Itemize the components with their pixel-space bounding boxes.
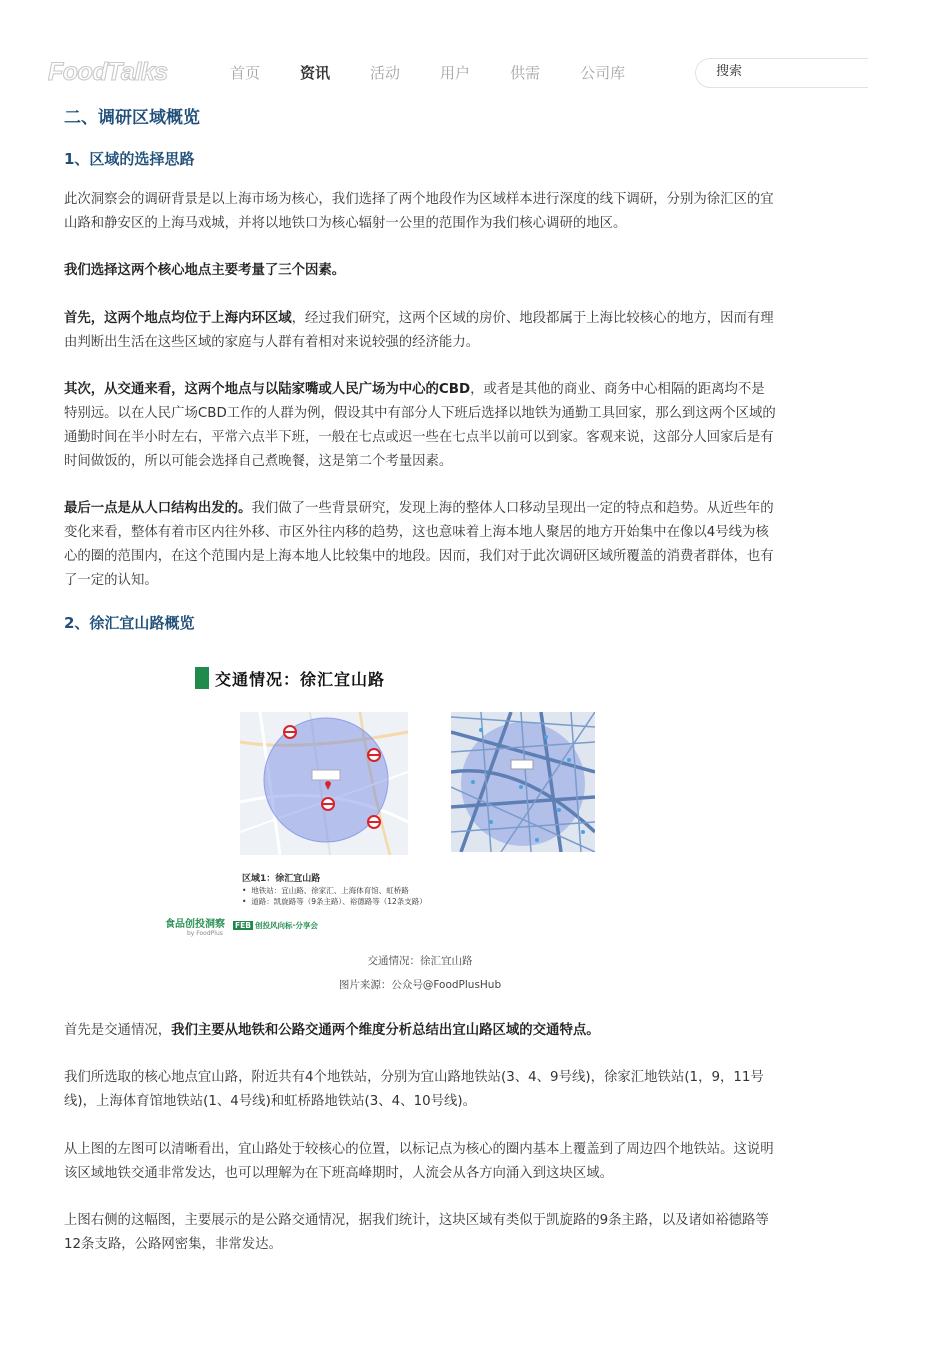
search-box — [695, 58, 868, 88]
metro-station-icon — [368, 816, 380, 828]
legend-item: • 地铁站：宜山路、徐家汇、上海体育馆、虹桥路 — [242, 886, 409, 895]
foodtalks-logo[interactable]: FoodTalks — [48, 58, 168, 86]
figure-legend — [242, 874, 427, 907]
traffic-figure — [165, 662, 605, 942]
nav-item-supply-demand[interactable]: 供需 — [510, 64, 541, 82]
paragraph-factor-1 — [64, 307, 776, 355]
brand-food-insight-sub: by FoodPlus — [187, 930, 223, 937]
bold-text: 我们主要从地铁和公路交通两个维度分析总结出宜山路区域的交通特点。 — [171, 1023, 600, 1038]
body-text: ，或者是其他的商业、商务中心相隔的距离均不是特别远。以在人民广场CBD工作的人群为例，假设其中有部分人下班后选择以地铁为通勤工具回家，那么到这两个区域的通勤时间在半小时左右，平常六点半下班，一般在七点或迟一些在七点半以前可以到家。客观来说，这部分人回家后是有时间做饭的，所以可能会选择自己煮晚餐，这是第二个考量因素。 — [64, 382, 776, 469]
metro-station-icon — [284, 726, 296, 738]
site-header — [0, 0, 950, 100]
legend-title: 区域1：徐汇宜山路 — [242, 874, 321, 884]
paragraph-three-factors — [64, 259, 776, 283]
paragraph-left-map: 从上图的左图可以清晰看出，宜山路处于较核心的位置，以标记点为核心的圈内基本上覆盖到了周边四个地铁站。这说明该区域地铁交通非常发达，也可以理解为在下班高峰期时，人流会从各方向涌入到这块区域。 — [64, 1142, 774, 1181]
brand-feb-tag: FEB — [235, 921, 251, 930]
bold-text: 最后一点是从人口结构出发的。 — [64, 501, 252, 516]
brand-feb-name: 创投风向标·分享会 — [254, 921, 318, 930]
bold-text: 我们选择这两个核心地点主要考量了三个因素。 — [64, 263, 346, 278]
title-accent-bar — [195, 667, 209, 689]
metro-station-icon — [322, 798, 334, 810]
figure-caption: 交通情况：徐汇宜山路 — [367, 955, 473, 967]
paragraph-traffic-intro — [64, 1019, 776, 1043]
road-map — [451, 712, 595, 852]
paragraph-factor-3 — [64, 497, 776, 593]
figure-title: 交通情况：徐汇宜山路 — [215, 670, 386, 689]
nav-item-events[interactable]: 活动 — [370, 64, 401, 82]
legend-item-metro: 地铁站：宜山路、徐家汇、上海体育馆、虹桥路 — [251, 886, 409, 895]
paragraph-intro: 此次洞察会的调研背景是以上海市场为核心，我们选择了两个地段作为区域样本进行深度的线下调研，分别为徐汇区的宜山路和静安区的上海马戏城，并将以地铁口为核心辐射一公里的范围作为我们核心调研的地区。 — [64, 192, 774, 231]
body-text: 我们做了一些背景研究，发现上海的整体人口移动呈现出一定的特点和趋势。从近些年的变化来看，整体有着市区内往外移、市区外往内移的趋势，这也意味着上海本地人聚居的地方开始集中在像以4号线为核心的圈的范围内，在这个范围内是上海本地人比较集中的地段。因而，我们对于此次调研区域所覆盖的消费者群体，也有了一定的认知。 — [64, 501, 774, 588]
metro-map — [240, 712, 408, 855]
figure-source: 图片来源：公众号@FoodPlusHub — [338, 979, 502, 991]
legend-item-roads: 道路：凯旋路等（9条主路）、裕德路等（12条支路） — [251, 897, 427, 906]
subsection-title-2: 2、徐汇宜山路概览 — [64, 614, 195, 632]
body-text: ，经过我们研究，这两个区域的房价、地段都属于上海比较核心的地方，因而有理由判断出生活在这些区域的家庭与人群有着相对来说较强的经济能力。 — [64, 311, 774, 350]
bold-text: 其次，从交通来看，这两个地点与以陆家嘴或人民广场为中心的CBD — [64, 382, 471, 397]
search-input[interactable] — [716, 64, 861, 79]
brand-feb — [233, 920, 318, 931]
paragraph-right-map: 上图右侧的这幅图，主要展示的是公路交通情况，据我们统计，这块区域有类似于凯旋路的9条主路，以及诸如裕德路等12条支路，公路网密集，非常发达。 — [64, 1213, 769, 1252]
bold-text: 首先，这两个地点均位于上海内环区域 — [64, 311, 292, 326]
nav-item-news[interactable]: 资讯 — [300, 64, 331, 82]
section-title: 二、调研区域概览 — [64, 108, 200, 128]
nav-item-users[interactable]: 用户 — [440, 64, 471, 82]
brand-food-insight: 食品创投洞察 — [165, 919, 225, 930]
nav-item-companies[interactable]: 公司库 — [580, 64, 626, 82]
subsection-title-1: 1、区域的选择思路 — [64, 150, 195, 168]
nav-item-home[interactable]: 首页 — [230, 64, 261, 82]
paragraph-factor-2 — [64, 378, 776, 474]
body-text: 首先是交通情况， — [64, 1023, 172, 1038]
metro-station-icon — [368, 749, 380, 761]
legend-item: • 道路：凯旋路等（9条主路）、裕德路等（12条支路） — [242, 897, 427, 906]
main-nav — [230, 62, 665, 83]
paragraph-metro-stations: 我们所选取的核心地点宜山路，附近共有4个地铁站，分别为宜山路地铁站(3、4、9号线)，徐家汇地铁站(1，9，11号线)，上海体育馆地铁站(1、4号线)和虹桥路地铁站(3、4、10号线)。 — [64, 1070, 764, 1109]
